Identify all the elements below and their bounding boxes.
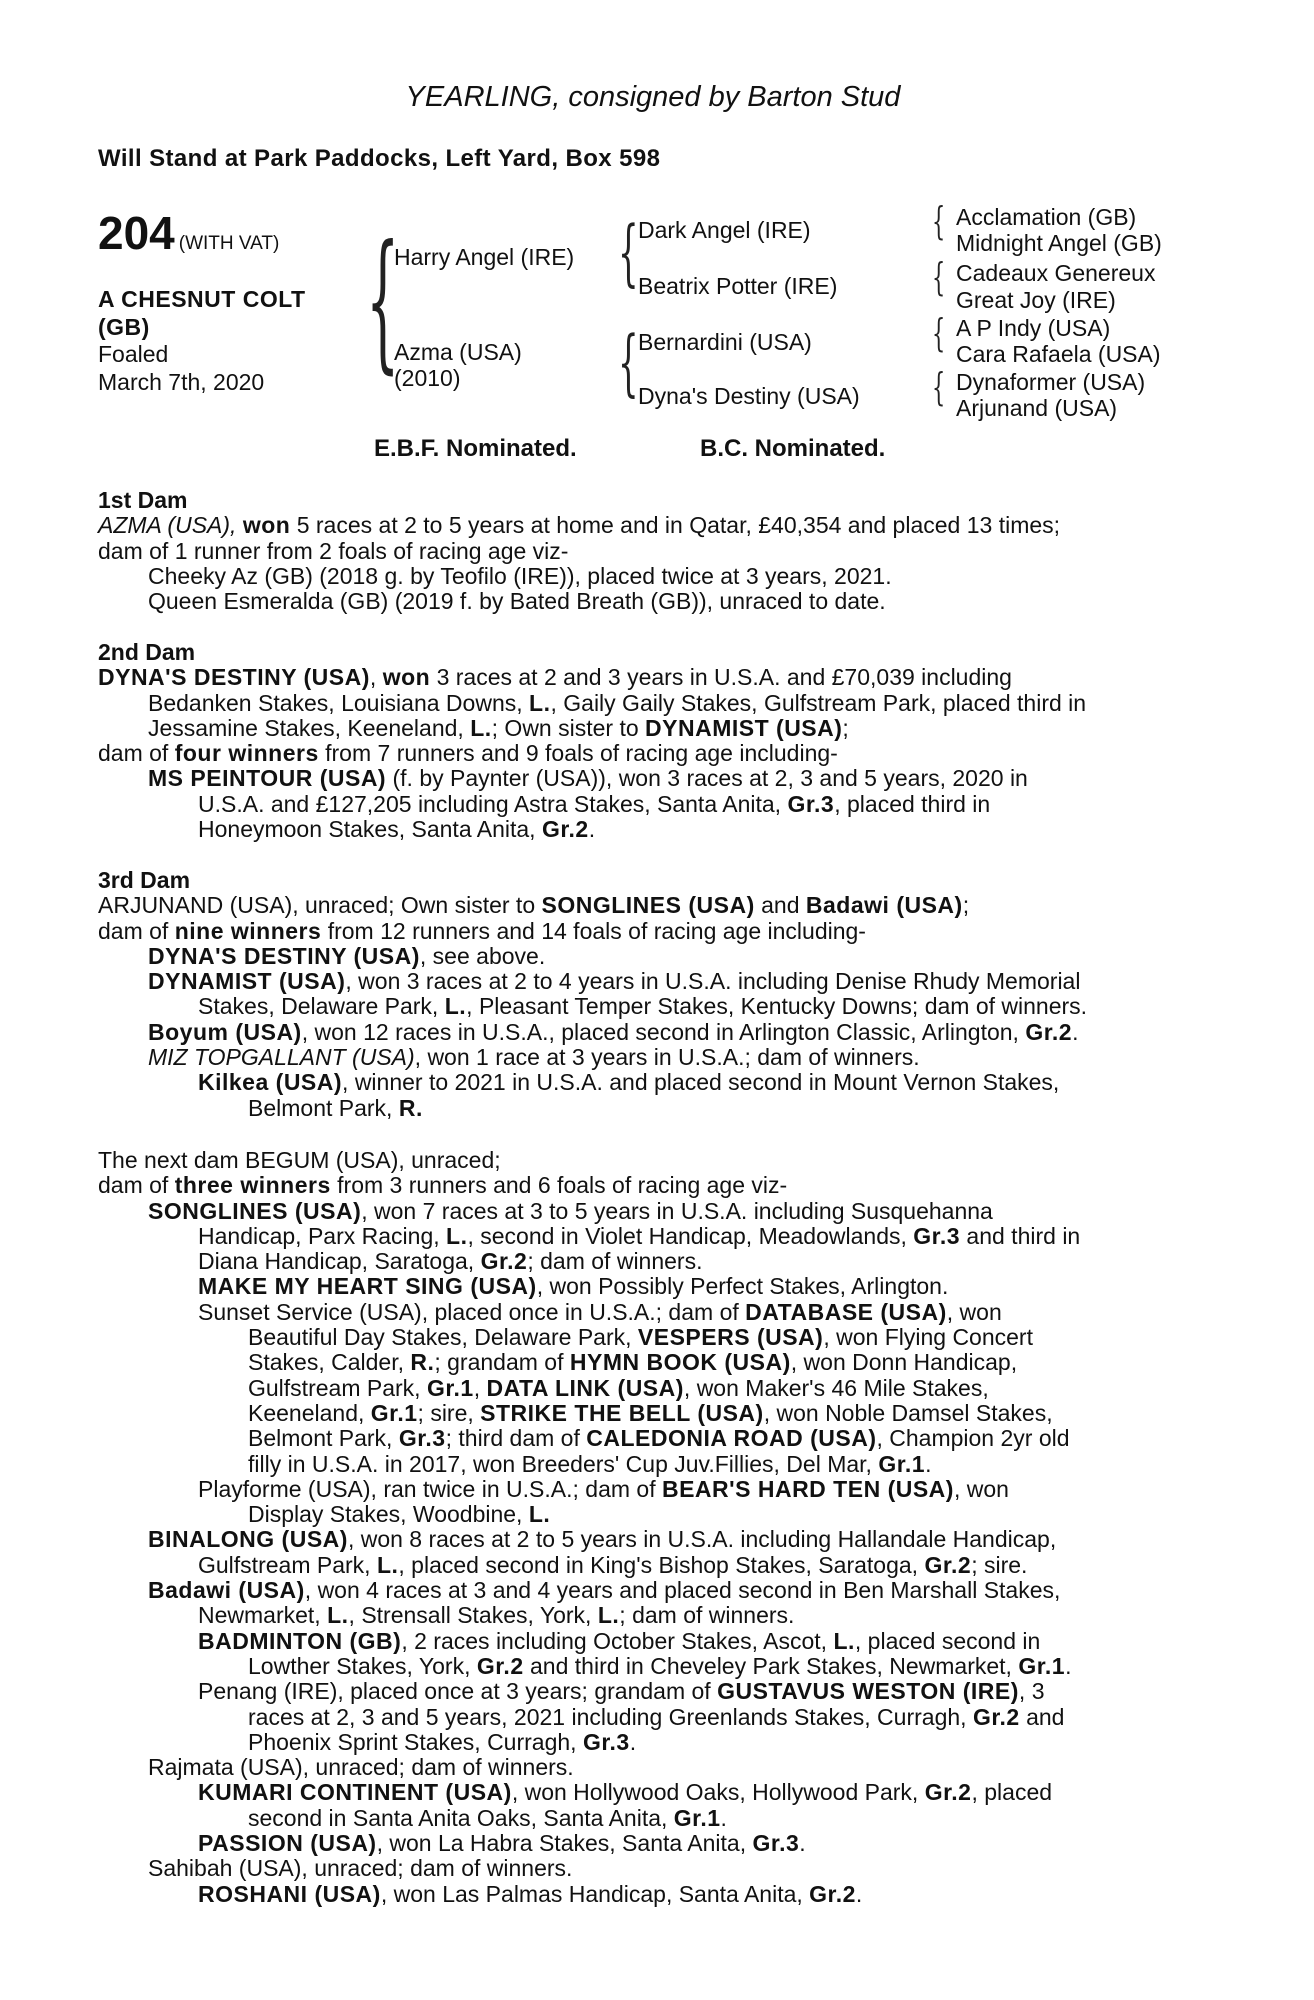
text: dam of [98,917,175,944]
next-dam-line [98,1300,1208,1325]
horse-name: DATA LINK (USA) [486,1374,684,1401]
next-dam-line [98,1426,1208,1451]
text: Playforme (USA), ran twice in U.S.A.; dam of [198,1475,662,1502]
text: Belmont Park, [248,1094,399,1121]
pedigree-bracket-dam: { [618,320,639,404]
text: , won Hollywood Oaks, Hollywood Park, [511,1779,925,1806]
pedigree-bracket-ds: { [932,311,946,355]
next-dam-line [98,1502,1208,1527]
text: , won 1 race at 3 years in U.S.A.; dam of winners. [414,1044,920,1071]
race-grade: L. [529,689,551,716]
next-dam-line [98,1831,1208,1856]
race-grade: Gr.1 [673,1804,721,1831]
winners-count: four winners [174,740,319,767]
third-dam-line [98,1020,1208,1045]
next-dam-line [98,1654,1208,1679]
race-grade: L. [446,1222,468,1249]
pedigree-ssd: Midnight Angel (GB) [956,230,1162,256]
horse-name: PASSION (USA) [198,1830,377,1857]
text: (f. by Paynter (USA)), won 3 races at 2, 3 and 5 years, 2020 in [386,765,1028,792]
text: . [1072,1018,1079,1045]
text: , won 3 races at 2 to 4 years in U.S.A. including Denise Rhudy Memorial [345,968,1081,995]
race-grade: Gr.2 [924,1779,972,1806]
third-dam-line [98,1096,1208,1121]
text: , second in Violet Handicap, Meadowlands, [467,1222,914,1249]
horse-name: ROSHANI (USA) [198,1880,381,1907]
pedigree-dam-sire: Bernardini (USA) [638,329,812,355]
text: Newmarket, [198,1602,328,1629]
text: Stakes, Delaware Park, [198,993,445,1020]
third-dam-section [98,868,1208,1121]
dam-name: AZMA (USA), [98,512,243,539]
text: , Pleasant Temper Stakes, Kentucky Downs; dam of winners. [466,993,1088,1020]
text: , Champion 2yr old [876,1425,1070,1452]
pedigree-bracket-dd: { [932,365,946,409]
text: , winner to 2021 in U.S.A. and placed second in Mount Vernon Stakes, [342,1069,1060,1096]
text: , won Maker's 46 Mile Stakes, [683,1374,989,1401]
pedigree-sire: Harry Angel (IRE) [394,244,575,270]
text: , won [953,1475,1009,1502]
text: Gulfstream Park, [198,1551,377,1578]
pedigree-sire-dam: Beatrix Potter (IRE) [638,273,838,299]
text: , Strensall Stakes, York, [348,1602,598,1629]
next-dam-line [98,1780,1208,1805]
text: races at 2, 3 and 5 years, 2021 including Greenlands Stakes, Curragh, [248,1703,973,1730]
horse-name: MAKE MY HEART SING (USA) [198,1273,537,1300]
horse-name: BADMINTON (GB) [198,1627,402,1654]
text: , placed [971,1779,1053,1806]
foaled-label: Foaled [98,341,169,368]
horse-name: CALEDONIA ROAD (USA) [586,1425,877,1452]
pedigree-dam-dam: Dyna's Destiny (USA) [638,383,860,409]
horse-title: A CHESNUT COLT [98,286,306,312]
lot-number: 204 [98,207,175,259]
race-grade: L. [833,1627,855,1654]
text: Lowther Stakes, York, [248,1652,477,1679]
text: , won Las Palmas Handicap, Santa Anita, [380,1880,810,1907]
pedigree-bracket-ss: { [932,199,946,243]
third-dam-line [98,969,1208,994]
race-grade: Gr.1 [1018,1652,1066,1679]
race-grade: Gr.2 [924,1551,972,1578]
horse-name: Badawi (USA) [805,892,963,919]
race-grade: Gr.2 [480,1248,528,1275]
race-grade: Gr.2 [1025,1018,1073,1045]
text: 3 races at 2 and 3 years in U.S.A. and £70,039 including [430,664,1012,691]
text: ; sire, [417,1399,481,1426]
next-dam-line [98,1553,1208,1578]
race-grade: Gr.2 [541,816,589,843]
race-grade: Gr.3 [582,1728,630,1755]
text: ; [962,892,970,919]
bc-nomination: B.C. Nominated. [700,435,886,462]
dam-name: DYNA'S DESTINY (USA) [98,664,370,691]
next-dam-line [98,1325,1208,1350]
text: , won 8 races at 2 to 5 years in U.S.A. including Hallandale Handicap, [347,1526,1057,1553]
horse-name: KUMARI CONTINENT (USA) [198,1779,512,1806]
horse-description [98,286,306,396]
pedigree-sss: Acclamation (GB) [956,204,1137,230]
text: ; grandam of [434,1349,570,1376]
race-grade: R. [410,1349,435,1376]
horse-name: Badawi (USA) [148,1577,305,1604]
pedigree-sdd: Great Joy (IRE) [956,287,1116,313]
race-grade: Gr.3 [752,1830,800,1857]
race-grade: L. [470,714,492,741]
vat-note: (WITH VAT) [178,233,280,254]
text: , won Noble Damsel Stakes, [763,1399,1053,1426]
second-dam-line [98,665,1208,690]
text: ; Own sister to [491,714,646,741]
next-dam-section [98,1148,1208,1907]
pedigree-ddd: Arjunand (USA) [956,395,1118,421]
pedigree-bracket-sd: { [932,255,946,299]
next-dam-line: The next dam BEGUM (USA), unraced; [98,1147,501,1173]
race-grade: Gr.2 [476,1652,524,1679]
text: . [1065,1652,1072,1679]
horse-name: GUSTAVUS WESTON (IRE) [717,1678,1019,1705]
next-dam-line [98,1730,1208,1755]
third-dam-line [98,944,1208,969]
race-grade: L. [376,1551,399,1578]
won-bold: won [242,512,291,539]
text: from 12 runners and 14 foals of racing age including- [321,917,866,944]
text: . [799,1830,806,1857]
text: , Gaily Gaily Stakes, Gulfstream Park, placed third in [550,689,1087,716]
third-dam-heading: 3rd Dam [98,867,191,893]
text: and [1019,1703,1065,1730]
next-dam-line [98,1603,1208,1628]
second-dam-line [98,691,1208,716]
text: Stakes, Calder, [248,1349,411,1376]
text: Belmont Park, [248,1425,399,1452]
text: , won Possibly Perfect Stakes, Arlington. [536,1273,949,1300]
horse-name: HYMN BOOK (USA) [569,1349,791,1376]
horse-name: VESPERS (USA) [637,1324,824,1351]
next-dam-line [98,1629,1208,1654]
second-dam-line [98,766,1208,791]
first-dam-line: dam of 1 runner from 2 foals of racing age viz- [98,537,569,564]
text: Display Stakes, Woodbine, [248,1501,529,1528]
horse-name: SONGLINES (USA) [541,892,755,919]
race-grade: Gr.2 [809,1880,856,1907]
text: . [629,1728,637,1755]
text: and [754,892,806,919]
text: , placed third in [834,790,991,817]
race-grade: Gr.3 [913,1222,961,1249]
pedigree-bracket-sire: { [618,210,639,294]
text: from 7 runners and 9 foals of racing age including- [318,740,838,767]
next-dam-line [98,1477,1208,1502]
first-dam-produce: Queen Esmeralda (GB) (2019 f. by Bated Breath (GB)), unraced to date. [148,588,886,615]
text: , placed second in King's Bishop Stakes, Saratoga, [398,1551,925,1578]
lot-number-block [98,208,279,259]
next-dam-line [98,1376,1208,1401]
text: . [855,1880,863,1907]
second-dam-line [98,817,1208,842]
text: U.S.A. and £127,205 including Astra Stakes, Santa Anita, [198,790,788,817]
race-grade: Gr.3 [787,790,835,817]
next-dam-line [98,1173,1208,1198]
pedigree-sire-sire: Dark Angel (IRE) [638,217,811,243]
next-dam-line [98,1350,1208,1375]
second-dam-line [98,716,1208,741]
text: Sunset Service (USA), placed once in U.S.A.; dam of [198,1298,746,1325]
text: Gulfstream Park, [248,1374,427,1401]
text: . [925,1450,932,1477]
text: , won Donn Handicap, [790,1349,1018,1376]
first-dam-produce: Cheeky Az (GB) (2018 g. by Teofilo (IRE)), placed twice at 3 years, 2021. [148,562,892,589]
next-dam-line [98,1401,1208,1426]
next-dam-line [98,1705,1208,1730]
race-grade: Gr.1 [426,1374,474,1401]
pedigree-bracket-sire-dam: { [366,214,400,388]
next-dam-line [98,1249,1208,1274]
next-dam-line [98,1274,1208,1299]
horse-name: DYNAMIST (USA) [645,714,843,741]
next-dam-line [98,1527,1208,1552]
winners-count: nine winners [174,917,322,944]
text: Diana Handicap, Saratoga, [198,1248,481,1275]
text: second in Santa Anita Oaks, Santa Anita, [248,1804,674,1831]
text: , 3 [1018,1678,1045,1705]
stand-location: Will Stand at Park Paddocks, Left Yard, Box 598 [98,145,661,172]
horse-name: STRIKE THE BELL (USA) [480,1399,764,1426]
text: . [720,1804,727,1831]
ebf-nomination: E.B.F. Nominated. [374,435,577,462]
race-grade: R. [398,1094,423,1121]
pedigree-dds: Dynaformer (USA) [956,369,1146,395]
horse-name: DYNAMIST (USA) [148,968,346,995]
text: ARJUNAND (USA), unraced; Own sister to [98,892,542,919]
first-dam-heading: 1st Dam [98,487,188,513]
horse-name: MIZ TOPGALLANT (USA) [148,1044,415,1071]
race-grade: Gr.2 [972,1703,1020,1730]
second-dam-heading: 2nd Dam [98,639,196,665]
race-grade: L. [327,1602,349,1629]
third-dam-line [98,893,1208,918]
text: from 3 runners and 6 foals of racing age viz- [330,1172,788,1199]
next-dam-line: Rajmata (USA), unraced; dam of winners. [148,1754,574,1781]
text: Phoenix Sprint Stakes, Curragh, [248,1728,583,1755]
text: , won Flying Concert [823,1324,1033,1351]
horse-name: SONGLINES (USA) [148,1197,362,1224]
text: , [369,664,383,691]
text: , 2 races including October Stakes, Ascot, [401,1627,834,1654]
first-dam-section [98,488,1208,614]
next-dam-line [98,1199,1208,1224]
consignor-header: YEARLING, consigned by Barton Stud [405,81,901,113]
text: , see above. [419,942,546,969]
horse-name: Kilkea (USA) [198,1069,343,1096]
first-dam-line [98,513,1208,538]
next-dam-line [98,1679,1208,1704]
text: ; dam of winners. [527,1248,703,1275]
horse-name: Boyum (USA) [148,1018,302,1045]
third-dam-line [98,919,1208,944]
text: , won 12 races in U.S.A., placed second in Arlington Classic, Arlington, [301,1018,1026,1045]
text: , won 4 races at 3 and 4 years and placed second in Ben Marshall Stakes, [304,1577,1061,1604]
third-dam-line [98,1070,1208,1095]
next-dam-line [98,1452,1208,1477]
text: , won [946,1298,1002,1325]
text: ; sire. [971,1551,1028,1578]
text: and third in [960,1222,1081,1249]
text: dam of [98,1172,175,1199]
horse-name: BINALONG (USA) [148,1526,348,1553]
winners-count: three winners [174,1172,331,1199]
second-dam-line [98,741,1208,766]
horse-name: DATABASE (USA) [745,1298,947,1325]
text: ; dam of winners. [619,1602,795,1629]
race-grade: L. [528,1501,551,1528]
race-grade: L. [597,1602,620,1629]
text: , won La Habra Stakes, Santa Anita, [376,1830,753,1857]
next-dam-line [98,1224,1208,1249]
text: 5 races at 2 to 5 years at home and in Qatar, £40,354 and placed 13 times; [290,512,1061,539]
next-dam-line: Sahibah (USA), unraced; dam of winners. [148,1855,573,1882]
next-dam-line [98,1578,1208,1603]
race-grade: Gr.1 [878,1450,926,1477]
race-grade: Gr.1 [370,1399,418,1426]
race-grade: Gr.3 [398,1425,446,1452]
won-bold: won [382,664,431,691]
text: ; third dam of [445,1425,587,1452]
pedigree-sds: Cadeaux Genereux [956,260,1156,286]
text: Honeymoon Stakes, Santa Anita, [198,816,542,843]
race-grade: L. [444,993,467,1020]
foaled-date: March 7th, 2020 [98,368,265,395]
text: , [473,1374,487,1401]
text: dam of [98,740,175,767]
text: Keeneland, [248,1399,371,1426]
text: and third in Cheveley Park Stakes, Newmarket, [523,1652,1019,1679]
pedigree-dam-year: (2010) [394,365,461,391]
third-dam-line [98,1045,1208,1070]
text: , won 7 races at 3 to 5 years in U.S.A. including Susquehanna [361,1197,993,1224]
next-dam-line [98,1806,1208,1831]
text: Jessamine Stakes, Keeneland, [148,714,471,741]
third-dam-line [98,994,1208,1019]
text: Handicap, Parx Racing, [198,1222,447,1249]
text: filly in U.S.A. in 2017, won Breeders' Cup Juv.Fillies, Del Mar, [248,1450,879,1477]
horse-name: DYNA'S DESTINY (USA) [148,942,420,969]
text: Bedanken Stakes, Louisiana Downs, [148,689,530,716]
pedigree-dss: A P Indy (USA) [956,315,1111,341]
text: Beautiful Day Stakes, Delaware Park, [248,1324,638,1351]
second-dam-line [98,792,1208,817]
text: . [588,816,596,843]
pedigree-dam: Azma (USA) [394,339,522,365]
text: ; [842,714,849,741]
horse-name: MS PEINTOUR (USA) [148,765,387,792]
pedigree-dsd: Cara Rafaela (USA) [956,341,1161,367]
text: , placed second in [854,1627,1041,1654]
horse-name: BEAR'S HARD TEN (USA) [661,1475,954,1502]
next-dam-line [98,1882,1208,1907]
horse-country: (GB) [98,313,150,340]
second-dam-section [98,640,1208,842]
text: Penang (IRE), placed once at 3 years; grandam of [198,1678,718,1705]
